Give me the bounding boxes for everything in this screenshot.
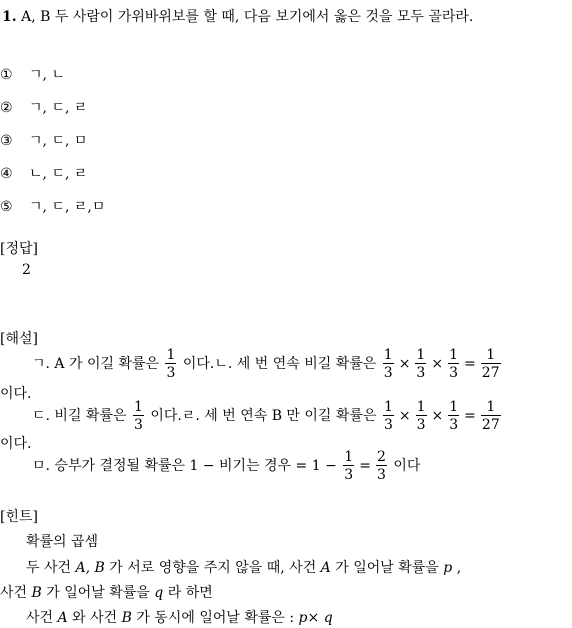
choice-mark: ①	[0, 67, 13, 83]
choice-1[interactable]	[0, 64, 65, 84]
question-number: 1.	[2, 9, 17, 25]
answer-label: [정답]	[0, 241, 38, 257]
fraction: $\frac{1}{27}$	[481, 347, 500, 381]
solution-wrap-2: 이다.	[0, 436, 32, 452]
choice-mark: ③	[0, 133, 13, 149]
choice-mark: ②	[0, 100, 13, 116]
hint-label: [힌트]	[0, 509, 38, 525]
fraction: $\frac{1}{3}$	[449, 347, 458, 381]
fraction: $\frac{2}{3}$	[376, 449, 386, 483]
fraction: $\frac{1}{3}$	[383, 347, 393, 381]
solution-text: 이다.ㄹ. 세 번 연속 B 만 이길 확률은	[150, 408, 377, 424]
fraction: $\frac{1}{3}$	[449, 399, 459, 433]
question-text: A, B 두 사람이 가위바위보를 할 때, 다음 보기에서 옳은 것을 모두 골라라.	[21, 9, 474, 25]
fraction: $\frac{1}{3}$	[416, 399, 426, 433]
choice-mark: ⑤	[0, 199, 13, 215]
fraction: $\frac{1}{3}$	[166, 347, 176, 381]
choice-5[interactable]	[0, 196, 105, 216]
choice-text: ㄱ, ㄴ	[29, 67, 65, 83]
question	[2, 6, 473, 26]
solution-line-1: ㄱ. A 가 이길 확률은 $\frac{1}{3}$ 이다.ㄴ. 세 번 연속 비길 확률은 $\frac{1}{3}$ × $\frac{1}{3}$ × $\frac{1}{3}$ = $\frac{1}{27}$	[32, 347, 500, 381]
solution-text: ㅁ. 승부가 결정될 확률은 1 − 비기는 경우 = 1 −	[32, 458, 337, 474]
fraction: $\frac{1}{27}$	[481, 399, 500, 433]
choice-text: ㄱ, ㄷ, ㅁ	[29, 133, 88, 149]
solution-line-3: ㅁ. 승부가 결정될 확률은 1 − 비기는 경우 = 1 − $\frac{1}{3}$ = $\frac{2}{3}$ 이다	[32, 449, 421, 483]
solution-text: ㄱ. A 가 이길 확률은	[32, 356, 160, 372]
choice-3[interactable]	[0, 130, 87, 150]
hint-title: 확률의 곱셈	[26, 534, 99, 550]
solution-line-2: ㄷ. 비길 확률은 $\frac{1}{3}$ 이다.ㄹ. 세 번 연속 B 만 이길 확률은 $\frac{1}{3}$ × $\frac{1}{3}$ × $\frac{1}{3}$ = $\frac{1}{27}$	[32, 399, 500, 433]
fraction: $\frac{1}{3}$	[416, 347, 426, 381]
fraction: $\frac{1}{3}$	[383, 399, 393, 433]
answer-value: 2	[22, 262, 31, 278]
solution-text: ㄷ. 비길 확률은	[32, 408, 127, 424]
solution-text: 이다	[393, 458, 421, 474]
solution-text: 이다.ㄴ. 세 번 연속 비길 확률은	[182, 356, 377, 372]
choice-4[interactable]	[0, 163, 87, 183]
solution-label: [해설]	[0, 331, 38, 347]
choice-2[interactable]	[0, 97, 87, 117]
fraction: $\frac{1}{3}$	[344, 449, 354, 483]
hint-line-1: 두 사건 A, B 가 서로 영향을 주지 않을 때, 사건 A 가 일어날 확률을 p ,	[26, 560, 462, 576]
solution-wrap-1: 이다.	[0, 386, 32, 402]
choice-text: ㄴ, ㄷ, ㄹ	[29, 166, 88, 182]
hint-line-3: 사건 A 와 사건 B 가 동시에 일어날 확률은 : p× q	[26, 610, 333, 626]
choice-text: ㄱ, ㄷ, ㄹ,ㅁ	[29, 199, 106, 215]
choice-mark: ④	[0, 166, 13, 182]
fraction: $\frac{1}{3}$	[133, 399, 143, 433]
choice-text: ㄱ, ㄷ, ㄹ	[29, 100, 88, 116]
hint-line-2: 사건 B 가 일어날 확률을 q 라 하면	[0, 585, 213, 601]
